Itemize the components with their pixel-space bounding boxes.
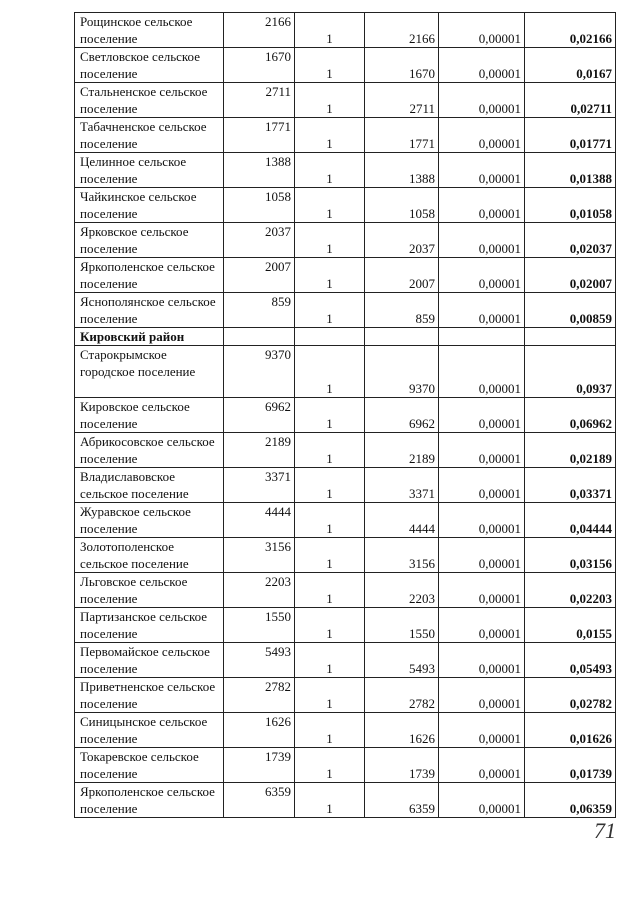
coefficient-cell: 1 [295,468,365,503]
settlements-table [74,12,616,818]
coefficient-cell: 1 [295,188,365,223]
population-cell: 5493 [224,643,295,678]
population-product-cell: 6962 [365,398,439,433]
settlement-name: Стальненское сельское поселение [75,83,224,118]
rate-cell: 0,00001 [439,83,525,118]
population-product-cell: 1550 [365,608,439,643]
table-row [75,223,616,258]
table-row [75,48,616,83]
coefficient-cell: 1 [295,678,365,713]
table-row [75,503,616,538]
population-cell: 2166 [224,13,295,48]
coefficient-cell: 1 [295,573,365,608]
coefficient-cell: 1 [295,118,365,153]
table-row [75,188,616,223]
total-cell: 0,05493 [525,643,616,678]
settlement-name: Первомайское сельское поселение [75,643,224,678]
rate-cell: 0,00001 [439,48,525,83]
total-cell: 0,03156 [525,538,616,573]
population-product-cell: 4444 [365,503,439,538]
rate-cell: 0,00001 [439,258,525,293]
rate-cell: 0,00001 [439,643,525,678]
population-product-cell: 1739 [365,748,439,783]
rate-cell: 0,00001 [439,346,525,398]
population-product-cell: 1670 [365,48,439,83]
settlement-name: Яркополенское сельское поселение [75,258,224,293]
rate-cell: 0,00001 [439,118,525,153]
total-cell: 0,01058 [525,188,616,223]
table-row [75,346,616,398]
rate-cell: 0,00001 [439,748,525,783]
total-cell: 0,02782 [525,678,616,713]
total-cell: 0,01626 [525,713,616,748]
coefficient-cell: 1 [295,223,365,258]
total-cell: 0,04444 [525,503,616,538]
coefficient-cell: 1 [295,433,365,468]
population-product-cell: 6359 [365,783,439,818]
total-cell: 0,01771 [525,118,616,153]
coefficient-cell: 1 [295,83,365,118]
rate-cell: 0,00001 [439,468,525,503]
empty-cell [295,328,365,346]
rate-cell: 0,00001 [439,188,525,223]
rate-cell: 0,00001 [439,293,525,328]
table-row [75,433,616,468]
coefficient-cell: 1 [295,538,365,573]
total-cell: 0,02711 [525,83,616,118]
table-row [75,573,616,608]
population-product-cell: 2007 [365,258,439,293]
population-product-cell: 2166 [365,13,439,48]
rate-cell: 0,00001 [439,153,525,188]
coefficient-cell: 1 [295,748,365,783]
settlement-name: Льговское сельское поселение [75,573,224,608]
population-cell: 9370 [224,346,295,398]
coefficient-cell: 1 [295,153,365,188]
settlement-name: Яркополенское сельское поселение [75,783,224,818]
population-cell: 1771 [224,118,295,153]
table-row [75,293,616,328]
settlement-name: Журавское сельское поселение [75,503,224,538]
rate-cell: 0,00001 [439,398,525,433]
population-product-cell: 1626 [365,713,439,748]
population-cell: 2203 [224,573,295,608]
rate-cell: 0,00001 [439,783,525,818]
population-product-cell: 2037 [365,223,439,258]
total-cell: 0,00859 [525,293,616,328]
table-row [75,258,616,293]
population-cell: 1550 [224,608,295,643]
population-cell: 4444 [224,503,295,538]
total-cell: 0,0167 [525,48,616,83]
table-body [75,13,616,818]
rate-cell: 0,00001 [439,678,525,713]
empty-cell [439,328,525,346]
population-cell: 3156 [224,538,295,573]
total-cell: 0,02037 [525,223,616,258]
total-cell: 0,01739 [525,748,616,783]
settlement-name: Целинное сельское поселение [75,153,224,188]
population-product-cell: 1058 [365,188,439,223]
coefficient-cell: 1 [295,13,365,48]
total-cell: 0,02007 [525,258,616,293]
population-cell: 1388 [224,153,295,188]
rate-cell: 0,00001 [439,223,525,258]
coefficient-cell: 1 [295,398,365,433]
population-cell: 6962 [224,398,295,433]
population-product-cell: 3371 [365,468,439,503]
table-row [75,643,616,678]
total-cell: 0,0937 [525,346,616,398]
settlement-name: Партизанское сельское поселение [75,608,224,643]
total-cell: 0,02166 [525,13,616,48]
population-cell: 2711 [224,83,295,118]
total-cell: 0,03371 [525,468,616,503]
population-cell: 1670 [224,48,295,83]
settlement-name: Токаревское сельское поселение [75,748,224,783]
population-cell: 2782 [224,678,295,713]
coefficient-cell: 1 [295,48,365,83]
empty-cell [365,328,439,346]
coefficient-cell: 1 [295,783,365,818]
settlement-name: Табачненское сельское поселение [75,118,224,153]
settlement-name: Светловское сельское поселение [75,48,224,83]
settlement-name: Ярковское сельское поселение [75,223,224,258]
page-number: 71 [594,818,616,843]
population-product-cell: 1388 [365,153,439,188]
settlement-name: Яснополянское сельское поселение [75,293,224,328]
rate-cell: 0,00001 [439,538,525,573]
table-row [75,713,616,748]
population-cell: 859 [224,293,295,328]
population-product-cell: 9370 [365,346,439,398]
table-row [75,153,616,188]
rate-cell: 0,00001 [439,13,525,48]
settlement-name: Золотополенское сельское поселение [75,538,224,573]
empty-cell [224,328,295,346]
population-product-cell: 2203 [365,573,439,608]
population-product-cell: 859 [365,293,439,328]
population-cell: 3371 [224,468,295,503]
table-row [75,783,616,818]
population-cell: 2189 [224,433,295,468]
rate-cell: 0,00001 [439,608,525,643]
coefficient-cell: 1 [295,643,365,678]
table-row [75,13,616,48]
population-product-cell: 2189 [365,433,439,468]
population-product-cell: 1771 [365,118,439,153]
population-cell: 2037 [224,223,295,258]
settlement-name: Чайкинское сельское поселение [75,188,224,223]
table-row [75,678,616,713]
rate-cell: 0,00001 [439,503,525,538]
coefficient-cell: 1 [295,713,365,748]
total-cell: 0,02189 [525,433,616,468]
total-cell: 0,02203 [525,573,616,608]
table-row [75,608,616,643]
total-cell: 0,01388 [525,153,616,188]
settlement-name: Кировское сельское поселение [75,398,224,433]
population-product-cell: 5493 [365,643,439,678]
settlement-name: Приветненское сельское поселение [75,678,224,713]
settlement-name: Старокрымское городское поселение [75,346,224,398]
rate-cell: 0,00001 [439,433,525,468]
coefficient-cell: 1 [295,503,365,538]
table-row [75,398,616,433]
table-row [75,83,616,118]
coefficient-cell: 1 [295,258,365,293]
population-product-cell: 3156 [365,538,439,573]
rate-cell: 0,00001 [439,713,525,748]
total-cell: 0,06359 [525,783,616,818]
population-cell: 2007 [224,258,295,293]
population-cell: 1739 [224,748,295,783]
table-row [75,748,616,783]
coefficient-cell: 1 [295,608,365,643]
table-row [75,468,616,503]
coefficient-cell: 1 [295,293,365,328]
settlement-name: Владиславовское сельское поселение [75,468,224,503]
district-header-row [75,328,616,346]
empty-cell [525,328,616,346]
table-row [75,118,616,153]
population-product-cell: 2782 [365,678,439,713]
population-cell: 6359 [224,783,295,818]
total-cell: 0,0155 [525,608,616,643]
population-product-cell: 2711 [365,83,439,118]
settlement-name: Синицынское сельское поселение [75,713,224,748]
population-cell: 1626 [224,713,295,748]
population-cell: 1058 [224,188,295,223]
table-row [75,538,616,573]
district-name: Кировский район [75,328,224,346]
rate-cell: 0,00001 [439,573,525,608]
settlement-name: Абрикосовское сельское поселение [75,433,224,468]
coefficient-cell: 1 [295,346,365,398]
settlement-name: Рощинское сельское поселение [75,13,224,48]
total-cell: 0,06962 [525,398,616,433]
